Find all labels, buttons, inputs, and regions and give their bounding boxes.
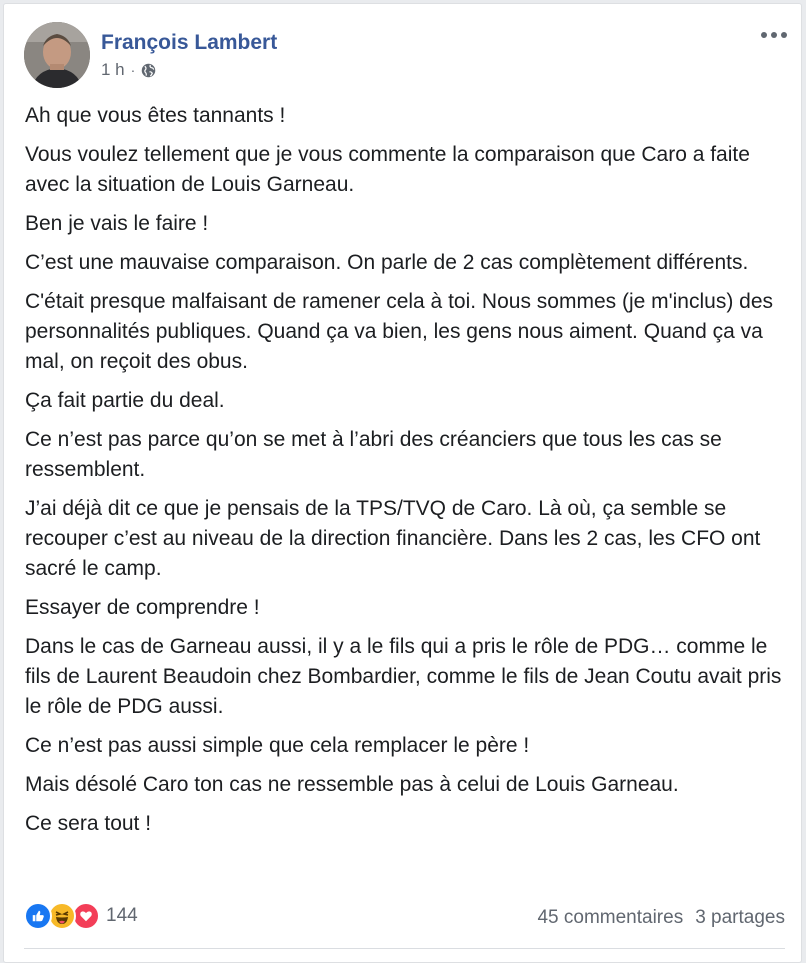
post-paragraph: Ben je vais le faire ! [25, 212, 209, 235]
post-paragraph: C'était presque malfaisant de ramener cela à toi. Nous sommes (je m'inclus) des personnalités publiques. Quand ça va bien, les gens nous aiment. Quand ça va mal, on reçoit des obus. [25, 290, 774, 373]
post-paragraph: Dans le cas de Garneau aussi, il y a le fils qui a pris le rôle de PDG… comme le fils de Laurent Beaudoin chez Bombardier, comme le fils de Jean Coutu avait pris le rôle de PDG aussi. [25, 635, 782, 718]
post-paragraph: Ce sera tout ! [25, 812, 152, 835]
haha-icon[interactable] [48, 902, 76, 930]
footer-divider [24, 948, 785, 949]
post-paragraph: Ah que vous êtes tannants ! [25, 104, 286, 127]
like-icon[interactable] [24, 902, 52, 930]
avatar[interactable] [24, 22, 90, 88]
post-paragraph: Essayer de comprendre ! [25, 596, 260, 619]
post-card [3, 3, 802, 963]
reaction-count[interactable]: 144 [106, 905, 138, 926]
author-name[interactable]: François Lambert [101, 31, 278, 54]
shares-count-link[interactable]: 3 partages [695, 907, 785, 928]
post-paragraph: Ça fait partie du deal. [25, 389, 225, 412]
more-options-icon[interactable] [761, 32, 787, 38]
post-stats [537, 907, 785, 929]
globe-icon[interactable] [141, 63, 156, 78]
post-paragraph: Mais désolé Caro ton cas ne ressemble pas à celui de Louis Garneau. [25, 773, 679, 796]
reactions-summary[interactable] [24, 902, 138, 930]
post-paragraph: C’est une mauvaise comparaison. On parle de 2 cas complètement différents. [25, 251, 749, 274]
post-timestamp[interactable]: 1 h [101, 60, 125, 79]
post-text [25, 101, 790, 848]
meta-separator: · [130, 62, 136, 78]
post-paragraph: Vous voulez tellement que je vous commente la comparaison que Caro a faite avec la situation de Louis Garneau. [25, 143, 750, 196]
comments-count-link[interactable]: 45 commentaires [537, 907, 684, 928]
post-paragraph: J’ai déjà dit ce que je pensais de la TPS/TVQ de Caro. Là où, ça semble se recouper c’est au niveau de la direction financière. Dans les 2 cas, les CFO ont sacré le camp. [25, 497, 761, 580]
post-paragraph: Ce n’est pas aussi simple que cela remplacer le père ! [25, 734, 530, 757]
post-meta [101, 60, 156, 80]
post-paragraph: Ce n’est pas parce qu’on se met à l’abri des créanciers que tous les cas se ressemblent. [25, 428, 722, 481]
love-icon[interactable] [72, 902, 100, 930]
